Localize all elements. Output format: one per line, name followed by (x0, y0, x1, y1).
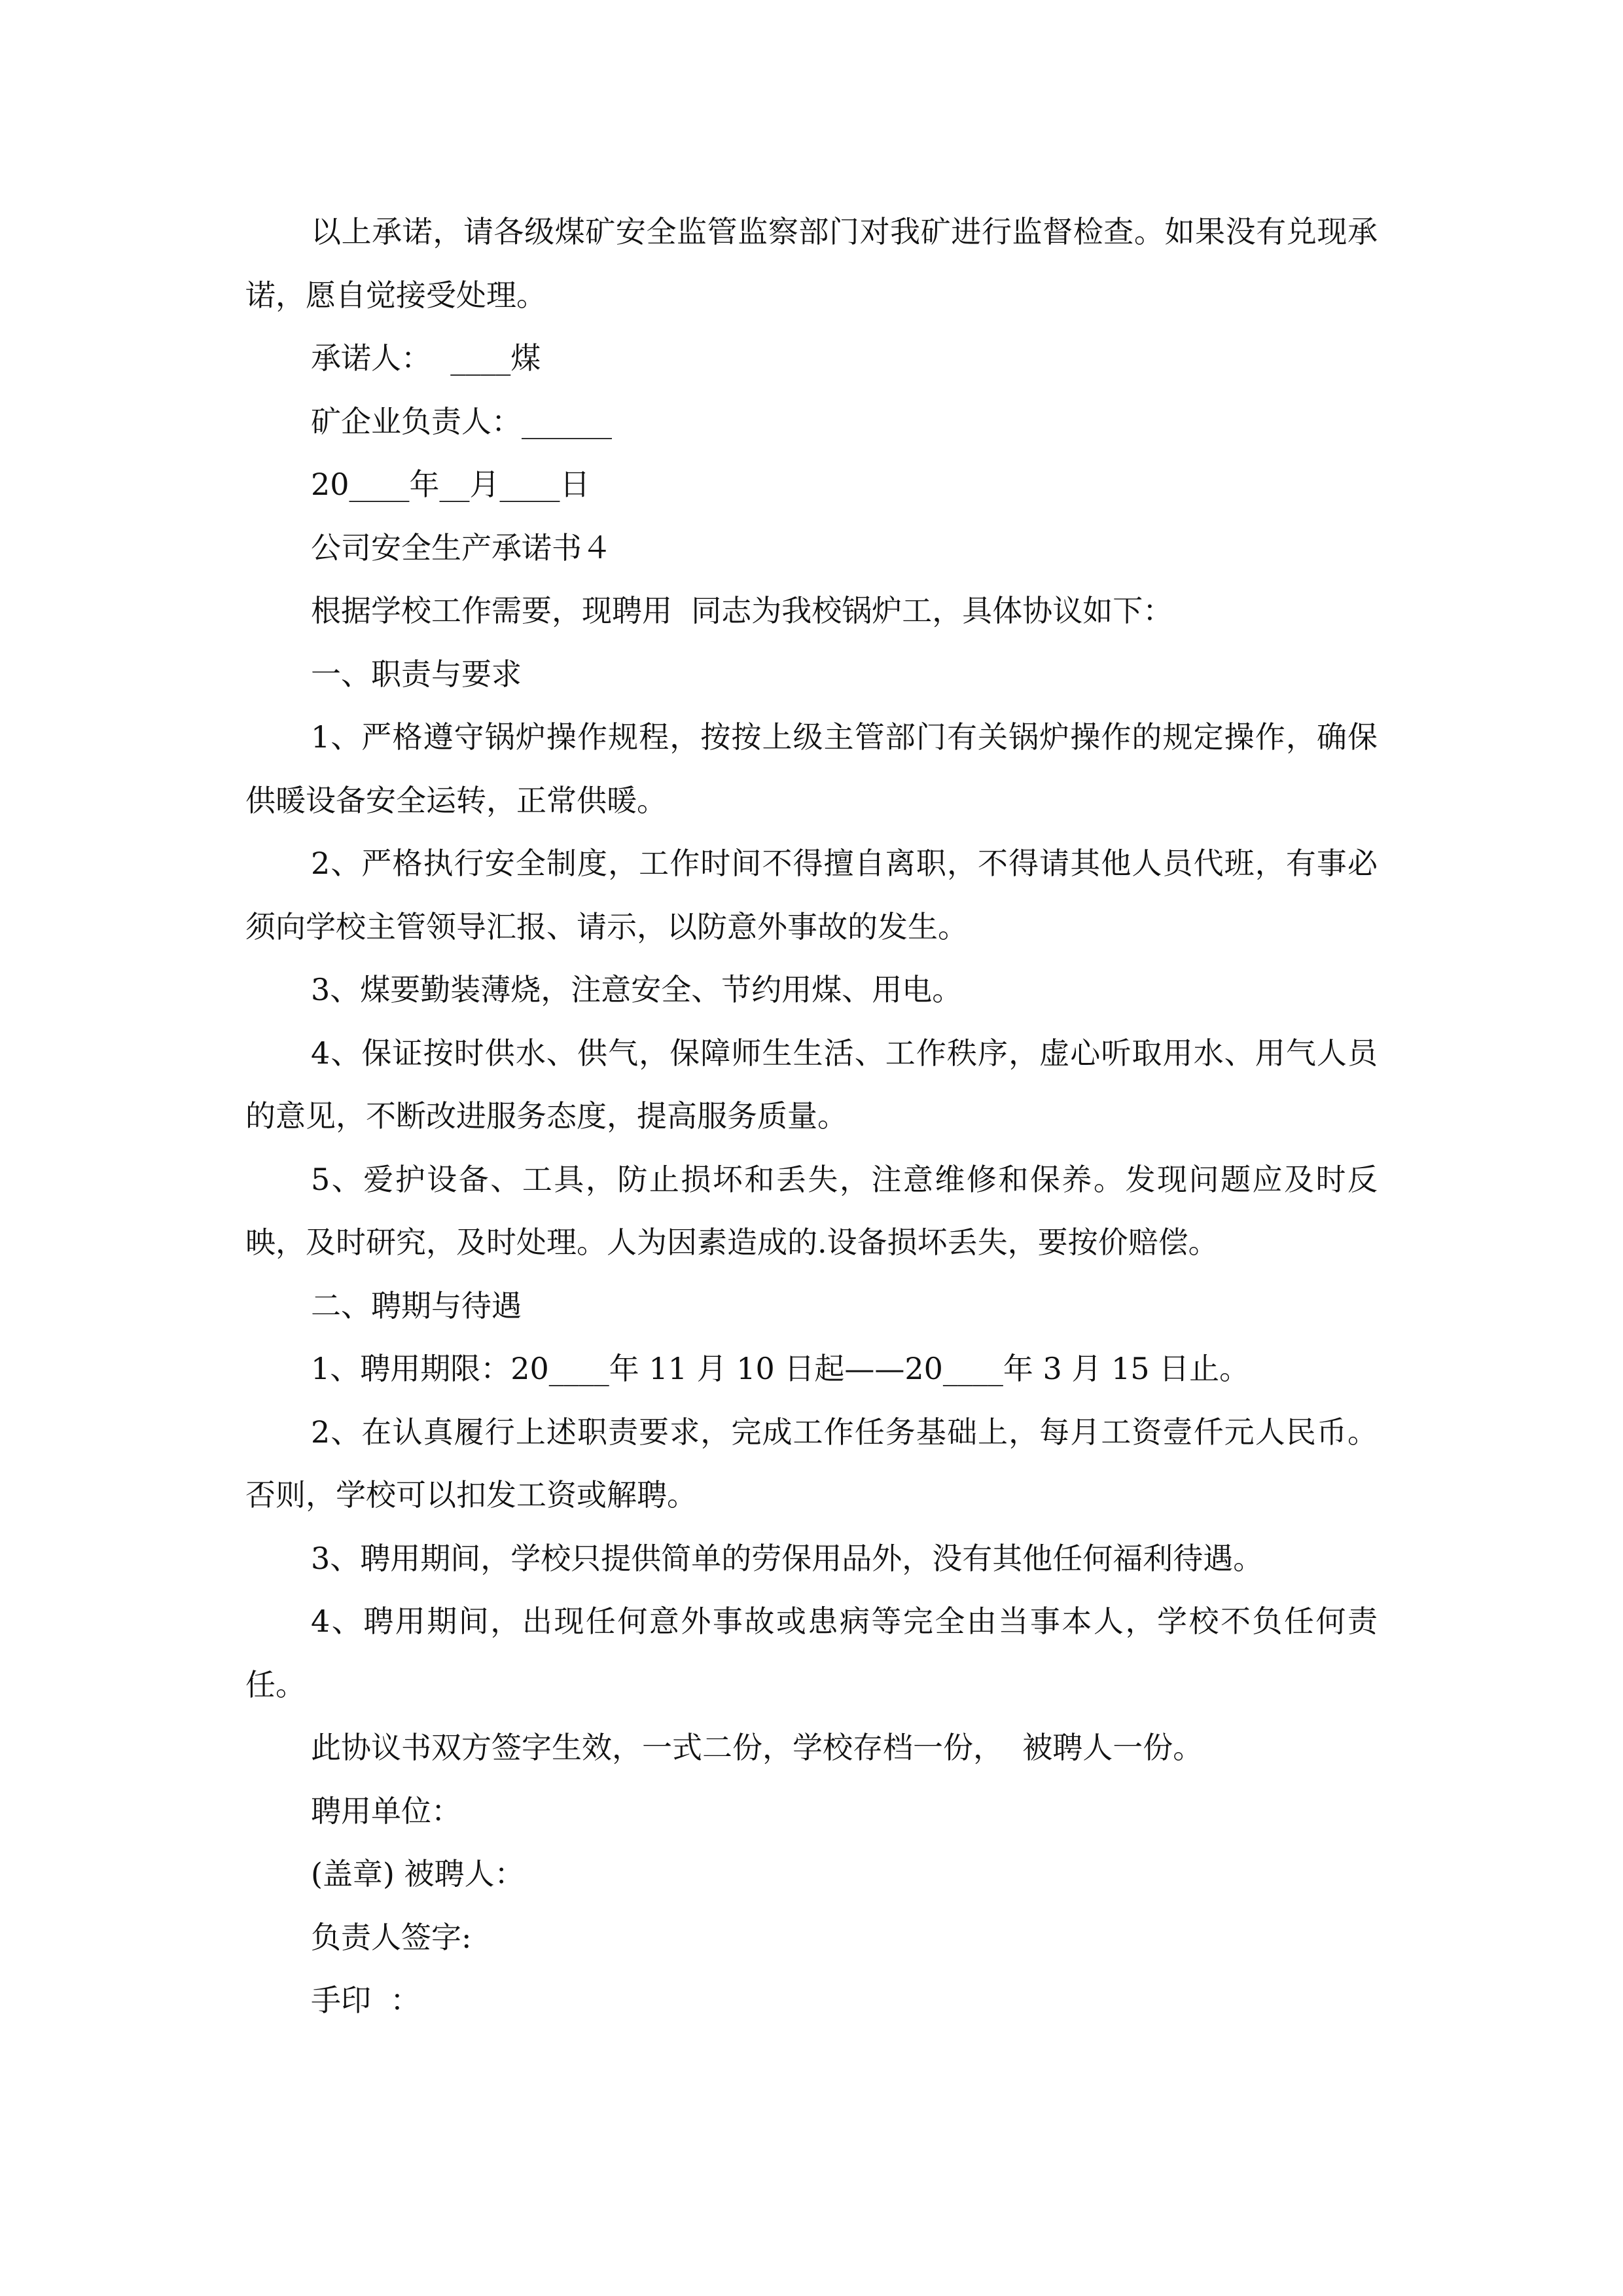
paragraph-date: 20____年__月____日 (311, 467, 590, 502)
heading-term-and-pay: 二、聘期与待遇 (311, 1287, 522, 1323)
paragraph-commitment-closing: 以上承诺，请各级煤矿安全监管监察部门对我矿进行监督检查。如果没有兑现承诺，愿自觉接受处理。 (245, 214, 1378, 313)
heading-duties: 一、职责与要求 (311, 656, 522, 692)
list-item-duty-4: 4、保证按时供水、供气，保障师生生活、工作秩序，虚心听取用水、用气人员的意见，不断改进服务态度，提高服务质量。 (245, 1035, 1378, 1134)
signature-fingerprint: 手印 ： (311, 1982, 421, 2018)
paragraph-committer: 承诺人： ____煤 (311, 340, 541, 376)
list-item-term-4: 4、聘用期间，出现任何意外事故或患病等完全由当事本人，学校不负任何责任。 (245, 1604, 1378, 1702)
paragraph-mine-manager: 矿企业负责人：______ (311, 403, 612, 439)
list-item-duty-5: 5、爱护设备、工具，防止损坏和丢失，注意维修和保养。发现问题应及时反映，及时研究，及时处理。人为因素造成的.设备损坏丢失，要按价赔偿。 (245, 1161, 1378, 1260)
list-item-term-2: 2、在认真履行上述职责要求，完成工作任务基础上，每月工资壹仟元人民币。否则，学校可以扣发工资或解聘。 (245, 1414, 1378, 1513)
section-title: 公司安全生产承诺书４ (311, 529, 612, 565)
list-item-duty-1: 1、严格遵守锅炉操作规程，按按上级主管部门有关锅炉操作的规定操作，确保供暖设备安全运转，正常供暖。 (245, 719, 1378, 818)
paragraph-intro: 根据学校工作需要，现聘用 同志为我校锅炉工，具体协议如下： (311, 593, 1173, 628)
list-item-duty-3: 3、煤要勤装薄烧，注意安全、节约用煤、用电。 (311, 972, 963, 1007)
signature-employer: 聘用单位： (311, 1793, 461, 1829)
signature-seal-employee: (盖章) 被聘人： (311, 1856, 525, 1892)
document-body (245, 200, 1378, 2032)
signature-responsible-person: 负责人签字: (311, 1919, 472, 1955)
list-item-duty-2: 2、严格执行安全制度，工作时间不得擅自离职，不得请其他人员代班，有事必须向学校主管领导汇报、请示，以防意外事故的发生。 (245, 846, 1378, 944)
paragraph-effectiveness: 此协议书双方签字生效，一式二份，学校存档一份， 被聘人一份。 (311, 1730, 1204, 1765)
list-item-term-3: 3、聘用期间，学校只提供简单的劳保用品外，没有其他任何福利待遇。 (311, 1540, 1264, 1576)
list-item-term-1: 1、聘用期限：20____年 11 月 10 日起——20____年 3 月 15 日止。 (311, 1351, 1250, 1386)
